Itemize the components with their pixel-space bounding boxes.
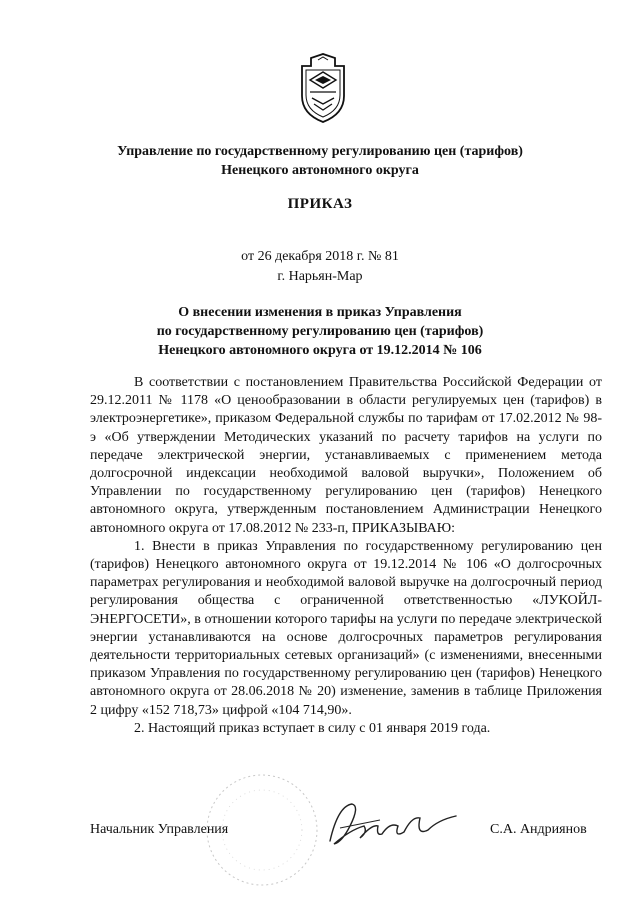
date-block: [60, 247, 580, 287]
org-line-2: Ненецкого автономного округа: [221, 163, 419, 178]
subject-line-3: Ненецкого автономного округа от 19.12.2014 № 106: [158, 343, 482, 358]
preamble-paragraph: В соответствии с постановлением Правительства Российской Федерации от 29.12.2011 № 1178 «О ценообразовании в области регулируемых цен (тарифов) в электроэнергетике», приказом Федеральной службы по тарифам от 17.02.2012 № 98-э «Об утверждении Методических указаний по расчету тарифов на услуги по передаче электрической энергии, устанавливаемых с применением метода долгосрочной индексации необходимой валовой выручки», Положением об Управлении по государственному регулированию цен (тарифов) Ненецкого автономного округа, утвержденным постановлением Администрации Ненецкого автономного округа от 17.08.2012 № 233-п, ПРИКАЗЫВАЮ:: [90, 375, 602, 536]
subject-line-2: по государственному регулированию цен (тарифов): [156, 324, 484, 339]
handwritten-signature: [320, 796, 470, 856]
order-place: г. Нарьян-Мар: [277, 269, 363, 284]
subject-line-1: О внесении изменения в приказ Управления: [178, 305, 462, 320]
signatory-title: Начальник Управления: [90, 822, 229, 837]
order-date: от 26 декабря 2018 г. № 81: [241, 249, 399, 264]
signatory-name: С.А. Андриянов: [490, 822, 587, 837]
org-line-1: Управление по государственному регулированию цен (тарифов): [117, 144, 523, 159]
order-body: [90, 374, 602, 738]
document-type: ПРИКАЗ: [287, 196, 353, 212]
item-2-paragraph: 2. Настоящий приказ вступает в силу с 01 января 2019 года.: [134, 720, 491, 736]
item-1-paragraph: 1. Внести в приказ Управления по государственному регулированию цен (тарифов) Ненецкого автономного округа от 19.12.2014 № 106 «О долгосрочных параметрах регулирования и необходимой валовой выручке на долгосрочный период регулирования общества с ограниченной ответственностью «ЛУКОЙЛ-ЭНЕРГОСЕТИ», в отношении которого тарифы на услуги по передаче электрической энергии устанавливаются на основе долгосрочных параметров регулирования деятельности территориальных сетевых организаций» (с изменениями, внесенными приказом Управления по государственному регулированию цен (тарифов) Ненецкого автономного округа от 28.06.2018 № 20) изменение, заменив в таблице Приложения 2 цифру «152 718,73» цифрой «104 714,90».: [90, 538, 602, 718]
coat-of-arms-icon: [298, 52, 348, 124]
order-subject: [60, 303, 580, 360]
organization-name: [60, 142, 580, 180]
